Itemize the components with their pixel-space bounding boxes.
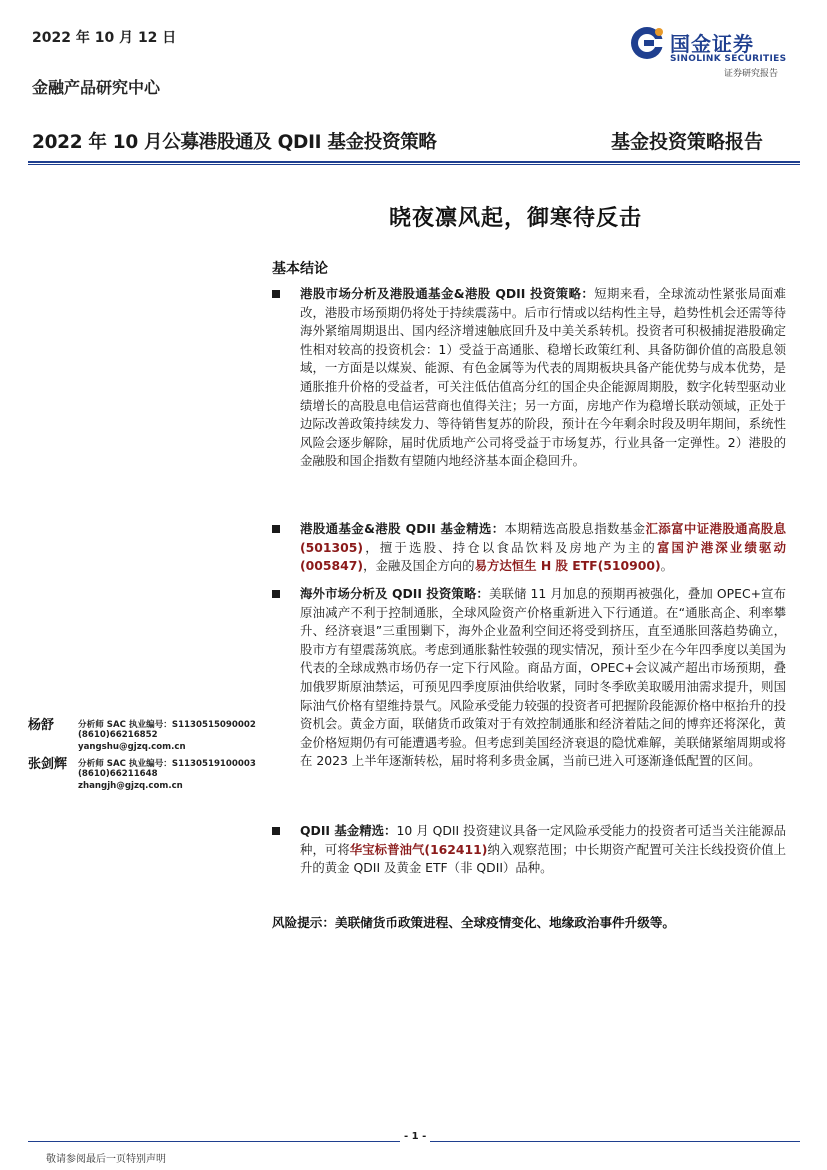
analyst-name: 杨舒	[28, 718, 55, 733]
conclusion-item	[272, 285, 786, 471]
department-name: 金融产品研究中心	[32, 78, 161, 97]
bullet-square-icon	[272, 590, 280, 598]
conclusion-body: 纳入观察范围；中长期资产配置可关注长线投资价值上升的黄金 QDII 及黄金 ETF（非 QDII）品种。	[300, 841, 787, 876]
conclusion-text	[300, 285, 786, 471]
report-date: 2022 年 10 月 12 日	[32, 30, 177, 46]
analyst-name: 张剑辉	[28, 757, 68, 772]
conclusion-text	[300, 822, 786, 878]
logo-text-cn: 国金证券	[670, 32, 754, 56]
fund-name: 汇添富中证港股通高股息(501305)	[300, 521, 786, 555]
logo-mark-icon	[630, 26, 664, 60]
section-title: 基本结论	[272, 261, 328, 277]
fund-name: 易方达恒生 H 股 ETF(510900)	[474, 558, 661, 574]
page-number: - 1 -	[400, 1131, 430, 1142]
conclusion-text	[300, 520, 786, 576]
logo-text-en: SINOLINK SECURITIES	[670, 54, 787, 64]
conclusion-body: 美联储 11 月加息的预期再被强化，叠加 OPEC+宣布原油减产不利于控制通胀，全球风险资产价格重新进入下行通道。在“通胀高企、利率攀升、经济衰退”三重围剿下，海外企业盈利空间还将受到挤压，直至通胀回落趋势确立，股市方有望震荡筑底。考虑到通胀黏性较强的现实情况，预计至少在今年四季度以美国为代表的全球成熟市场仍存一定下行风险。商品方面，OPEC+会议减产超出市场预期，叠加俄罗斯原油禁运，可预见四季度原油供给收紧，同时冬季欧美取暖用油需求提升，则国际油气价格有望维持景气。风险承受能力较强的投资者可把握阶段能源价格中枢抬升的投资机会。黄金方面，联储货币政策对于有效控制通胀和经济着陆之间的博弈还将深化，黄金价格短期仍有可能遭遇考验。但考虑到美国经济衰退的隐忧难解，美联储紧缩周期或将在 2023 上半年逐渐转松，届时将利多贵金属，当前已进入可逐渐逢低配置的区间。	[300, 586, 787, 769]
conclusion-lead: 港股通基金&港股 QDII 基金精选：	[300, 521, 505, 536]
fund-name: 华宝标普油气(162411)	[349, 841, 488, 857]
conclusion-body: 。	[660, 558, 674, 574]
analyst-phone: (8610)66211648	[78, 769, 158, 779]
conclusion-item	[272, 822, 786, 878]
header-divider-thin	[28, 164, 800, 165]
report-title: 2022 年 10 月公募港股通及 QDII 基金投资策略	[32, 132, 437, 153]
analyst-email[interactable]: yangshu@gjzq.com.cn	[78, 742, 186, 752]
analyst-email[interactable]: zhangjh@gjzq.com.cn	[78, 781, 183, 791]
conclusion-item	[272, 520, 786, 576]
risk-warning: 风险提示：美联储货币政策进程、全球疫情变化、地缘政治事件升级等。	[272, 915, 675, 930]
conclusion-text	[300, 585, 786, 771]
analyst-phone: (8610)66216852	[78, 730, 158, 740]
bullet-square-icon	[272, 525, 280, 533]
analyst-cert: 分析师 SAC 执业编号：S1130519100003	[78, 759, 256, 769]
conclusion-body: 本期精选高股息指数基金	[504, 521, 646, 536]
conclusion-lead: QDII 基金精选：	[300, 823, 397, 838]
footer-disclaimer: 敬请参阅最后一页特别声明	[46, 1154, 166, 1165]
conclusion-body: 10 月 QDII 投资建议具备一定风险承受能力的投资者可适当关注能源品种，可将	[300, 823, 787, 857]
analyst-cert: 分析师 SAC 执业编号：S1130515090002	[78, 720, 256, 730]
conclusion-body: ，金融及国企方向的	[363, 558, 475, 574]
fund-name: 富国沪港深业绩驱动(005847)	[300, 539, 787, 574]
conclusion-lead: 海外市场分析及 QDII 投资策略：	[300, 586, 489, 601]
conclusion-body: ，擅于选股、持仓以食品饮料及房地产为主的	[363, 539, 657, 555]
conclusion-lead: 港股市场分析及港股通基金&港股 QDII 投资策略：	[300, 286, 595, 301]
logo-subtitle: 证券研究报告	[724, 69, 779, 79]
bullet-square-icon	[272, 827, 280, 835]
header-divider	[28, 161, 800, 163]
report-type: 基金投资策略报告	[611, 131, 764, 153]
bullet-square-icon	[272, 290, 280, 298]
headline: 晓夜凛风起，御寒待反击	[389, 205, 643, 231]
conclusion-body: 短期来看，全球流动性紧张局面难改，港股市场预期仍将处于持续震荡中。后市行情或以结构性主导，趋势性机会还需等待海外紧缩周期退出、国内经济增速触底回升及中美关系转机。投资者可积极捕捉港股确定性相对较高的投资机会：1）受益于高通胀、稳增长政策红利、具备防御价值的高股息领域，一方面是以煤炭、能源、有色金属等为代表的周期板块具备产能优势与成本优势，是通胀推升价格的受益者，可关注低估值高分红的国企央企能源周期股，数字化转型驱动业绩增长的高股息电信运营商也值得关注；另一方面，房地产作为稳增长联动领域，正处于边际改善政策持续发力、等待销售复苏的阶段，预计在今年剩余时段及明年期间，系统性风险会逐步解除，届时优质地产公司将受益于市场复苏，行业具备一定弹性。2）港股的金融股和国企指数有望随内地经济基本面企稳回升。	[300, 286, 786, 469]
conclusion-item	[272, 585, 786, 771]
